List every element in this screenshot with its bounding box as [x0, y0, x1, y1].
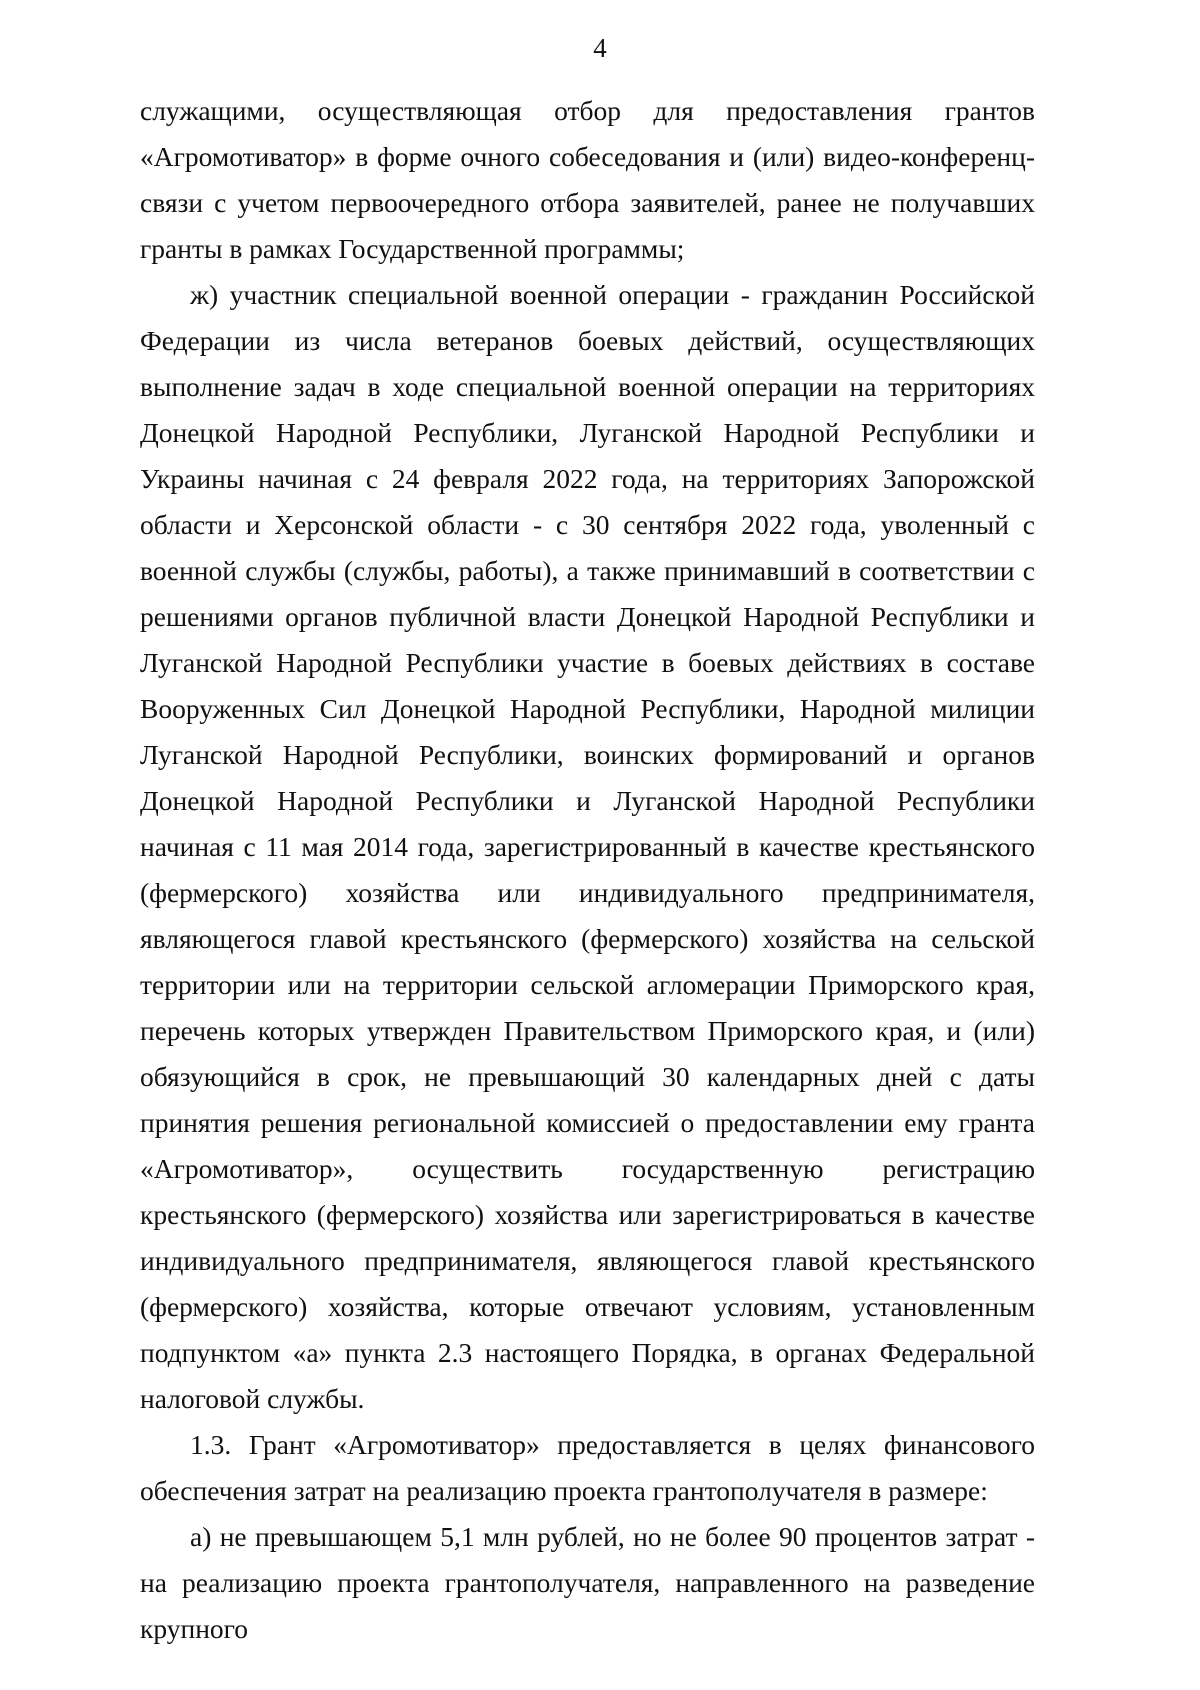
document-body — [140, 88, 1035, 1652]
paragraph-item-zh-svo-participant: ж) участник специальной военной операции - гражданин Российской Федерации из числа ветеранов боевых действий, осуществляющих выполнение задач в ходе специальной военной операции на территориях Донецкой Народной Республики, Луганской Народной Республики и Украины начиная с 24 февраля 2022 года, на территориях Запорожской области и Херсонской области - с 30 сентября 2022 года, уволенный с военной службы (службы, работы), а также принимавший в соответствии с решениями органов публичной власти Донецкой Народной Республики и Луганской Народной Республики участие в боевых действиях в составе Вооруженных Сил Донецкой Народной Республики, Народной милиции Луганской Народной Республики, воинских формирований и органов Донецкой Народной Республики и Луганской Народной Республики начиная с 11 мая 2014 года, зарегистрированный в качестве крестьянского (фермерского) хозяйства или индивидуального предпринимателя, являющегося главой крестьянского (фермерского) хозяйства на сельской территории или на территории сельской агломерации Приморского края, перечень которых утвержден Правительством Приморского края, и (или) обязующийся в срок, не превышающий 30 календарных дней с даты принятия решения региональной комиссией о предоставлении ему гранта «Агромотиватор», осуществить государственную регистрацию крестьянского (фермерского) хозяйства или зарегистрироваться в качестве индивидуального предпринимателя, являющегося главой крестьянского (фермерского) хозяйства, которые отвечают условиям, установленным подпунктом «а» пункта 2.3 настоящего Порядка, в органах Федеральной налоговой службы. — [140, 279, 1035, 1414]
page-number: 4 — [593, 33, 607, 63]
paragraph-item-a-grant-amount: а) не превышающем 5,1 млн рублей, но не более 90 процентов затрат - на реализацию проекта грантополучателя, направленного на разведение крупного — [140, 1521, 1035, 1644]
paragraph-section-1-3-grant: 1.3. Грант «Агромотиватор» предоставляется в целях финансового обеспечения затрат на реализацию проекта грантополучателя в размере: — [140, 1429, 1035, 1506]
paragraph-continuation: служащими, осуществляющая отбор для предоставления грантов «Агромотиватор» в форме очного собеседования и (или) видео-конференц-связи с учетом первоочередного отбора заявителей, ранее не получавших гранты в рамках Государственной программы; — [140, 95, 1035, 264]
